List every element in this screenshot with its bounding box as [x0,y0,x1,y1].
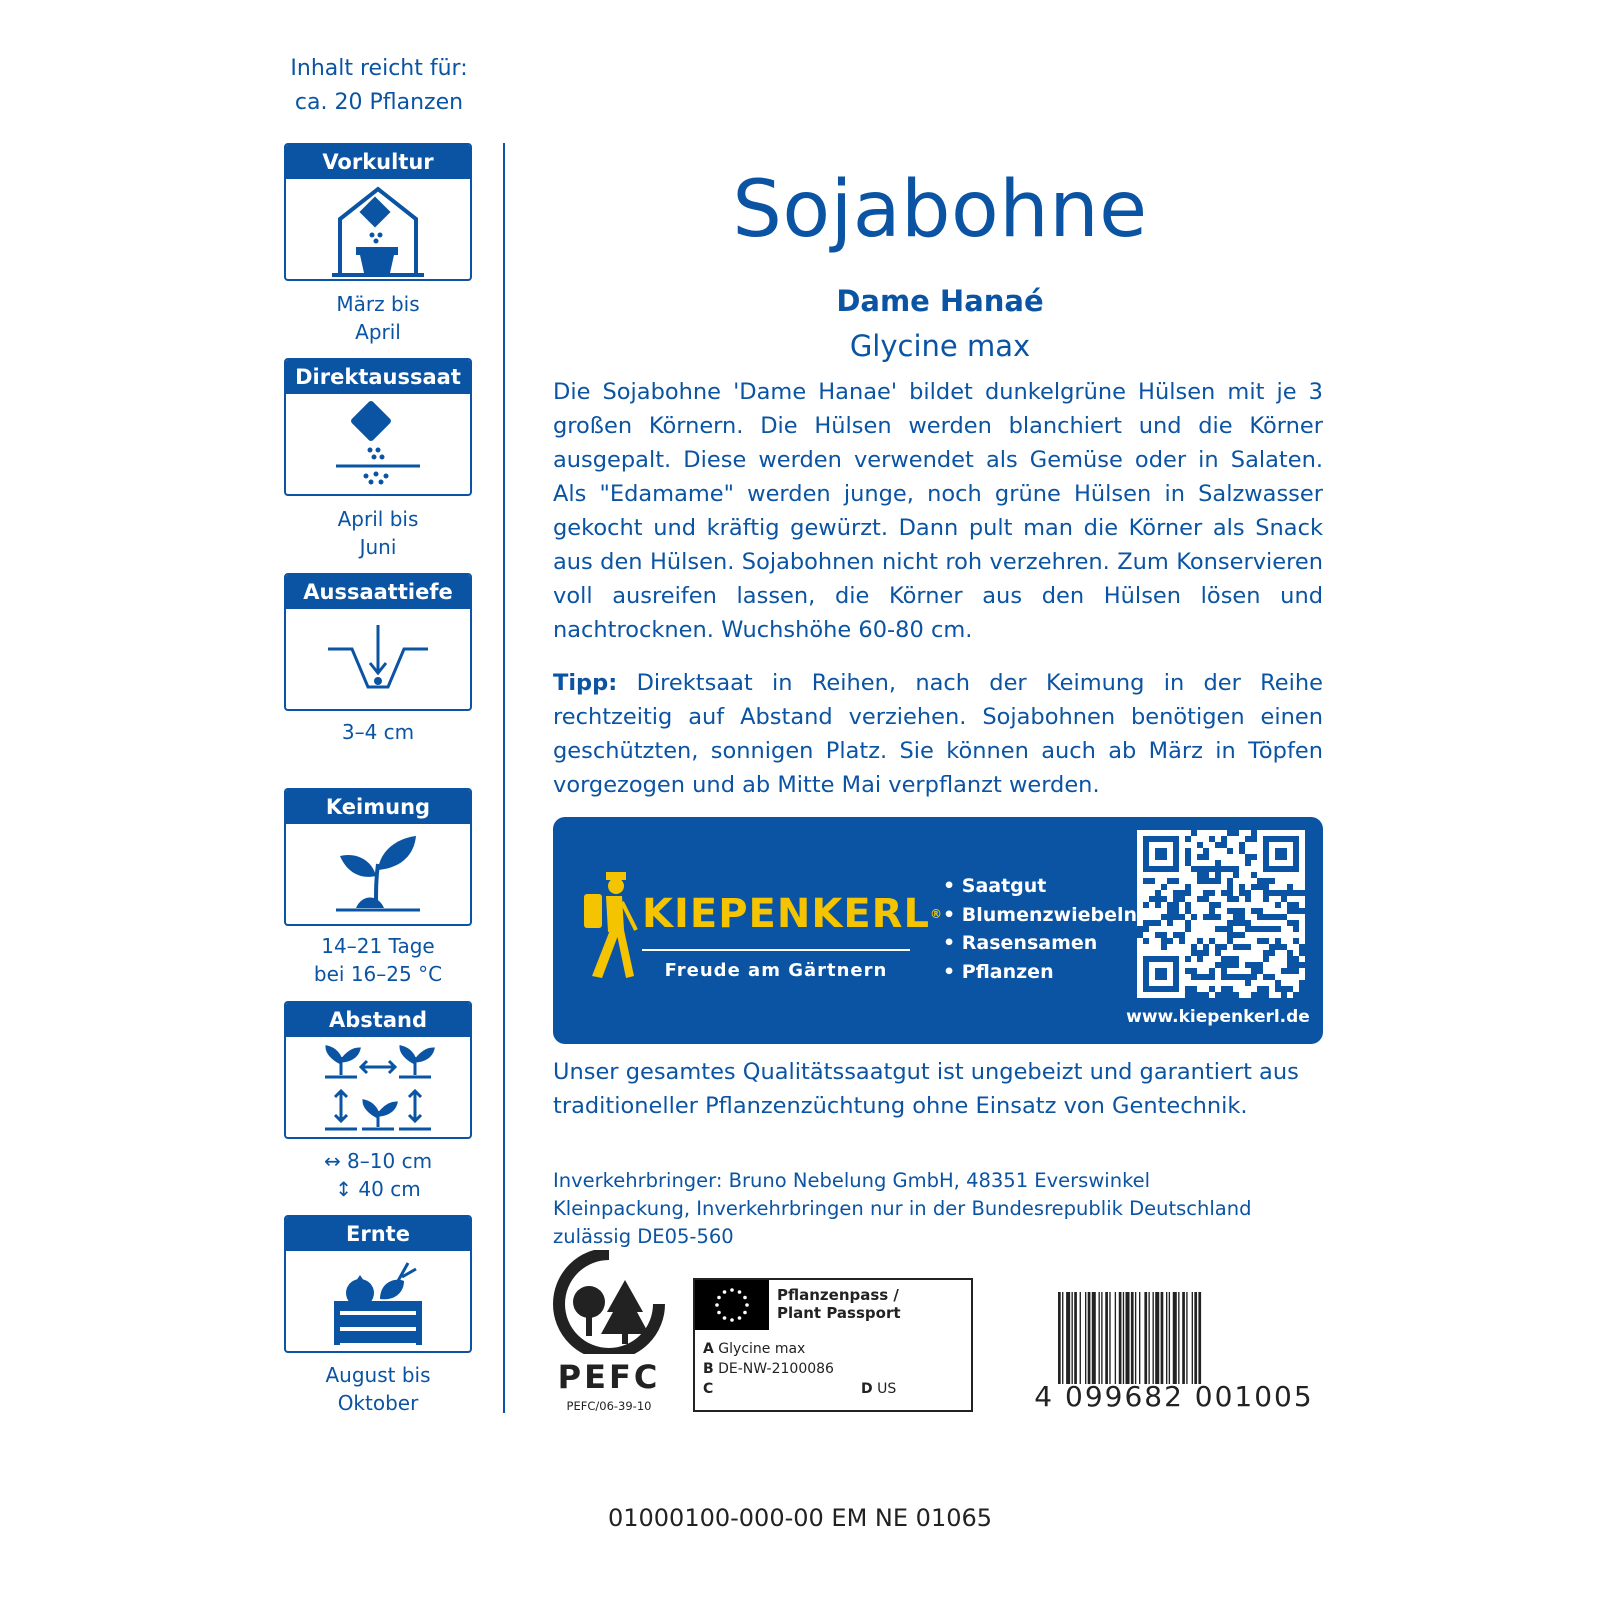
passport-key: C [703,1381,714,1397]
article-number: 01000100-000-00 EM NE 01065 [607,1504,993,1532]
tip-label: Tipp: [553,670,618,696]
caption-line: 3–4 cm [341,720,415,744]
passport-row-a [703,1340,805,1358]
quality-note: Unser gesamtes Qualitätssaatgut ist ungebeizt und garantiert aus traditioneller Pflanzenzüchtung ohne Einsatz von Gentechnik. [553,1059,1299,1119]
card-vorkultur-caption [270,290,486,346]
caption-line: ↕ 40 cm [335,1177,421,1201]
legal-line: Inverkehrbringer: Bruno Nebelung GmbH, 48351 Everswinkel [553,1169,1151,1192]
passport-key: B [703,1361,714,1377]
caption-line: Juni [359,535,397,559]
list-item: • Blumenzwiebeln [943,901,1137,930]
card-aussaattiefe [284,573,472,711]
pefc-code: PEFC/06-39-10 [566,1399,652,1413]
legal-info [553,1167,1333,1251]
product-variety: Dame Hanaé [836,284,1044,318]
caption-line: April [355,320,401,344]
card-title: Direktaussaat [286,360,470,394]
legal-line: Kleinpackung, Inverkehrbringen nur in der Bundesrepublik Deutschland [553,1197,1252,1220]
eu-flag-icon [695,1280,769,1330]
barcode-icon [1058,1292,1314,1388]
growing-tip [553,666,1323,802]
brand-name [642,890,943,938]
seed-bag-soil-icon [318,394,438,494]
passport-title-line: Plant Passport [777,1304,901,1322]
content-amount-line1: Inhalt reicht für: [290,56,468,81]
passport-row-b [703,1360,834,1378]
qr-code-icon[interactable] [1137,830,1305,998]
content-amount-line2: ca. 20 Pflanzen [294,90,464,115]
caption-line: Oktober [337,1391,419,1415]
brand-underline [642,949,910,951]
ean-number: 4 099682 001005 [1034,1380,1314,1413]
card-title: Ernte [286,1217,470,1251]
tip-text: Direktsaat in Reihen, nach der Keimung in der Reihe rechtzeitig auf Abstand verziehen. Sojabohnen benötigen einen geschützten, sonnigen Platz. Sie können auch ab März in Töpfen vorgezogen und ab Mitte Mai verpflanzt werden. [553,670,1323,798]
card-title: Keimung [286,790,470,824]
card-keimung [284,788,472,926]
card-keimung-caption [270,932,486,988]
list-item: • Saatgut [943,872,1137,901]
product-name: Sojabohne [732,165,1148,255]
card-title: Aussaattiefe [286,575,470,609]
card-direktaussaat [284,358,472,496]
card-ernte [284,1215,472,1353]
passport-title-line: Pflanzenpass / [777,1286,899,1304]
card-title: Abstand [286,1003,470,1037]
seedling-icon [318,824,438,924]
plant-passport [693,1278,973,1412]
passport-title [777,1286,901,1322]
passport-value: Glycine max [718,1341,806,1357]
list-item: • Rasensamen [943,929,1137,958]
brand-slogan: Freude am Gärtnern [664,960,888,981]
eu-stars-icon [695,1280,769,1330]
card-abstand-caption [270,1147,486,1203]
passport-key: A [703,1341,714,1357]
hiker-logo-icon [580,872,638,980]
card-aussaattiefe-caption [270,718,486,746]
caption-line: ↔ 8–10 cm [323,1149,433,1173]
caption-line: März bis [336,292,420,316]
card-vorkultur [284,143,472,281]
caption-line: bei 16–25 °C [313,962,443,986]
card-title: Vorkultur [286,145,470,179]
product-latin-name: Glycine max [849,329,1031,363]
product-description: Die Sojabohne 'Dame Hanae' bildet dunkelgrüne Hülsen mit je 3 großen Körnern. Die Hülsen werden blanchiert und die Körner ausgepalt. Diese werden verwendet als Gemüse oder in Salaten. Als "Edamame" werden junge, noch grüne Hülsen in Salzwasser gekocht und kräftig gewürzt. Dann pult man die Körner als Snack aus den Hülsen. Sojabohnen nicht roh verzehren. Zum Konservieren voll ausreifen lassen, die Körner aus den Hülsen lösen und nachtrocknen. Wuchshöhe 60-80 cm. [553,379,1323,643]
greenhouse-pot-icon [318,179,438,279]
list-item: • Pflanzen [943,958,1137,987]
sowing-depth-icon [318,609,438,709]
product-categories [943,872,1137,986]
card-direktaussaat-caption [270,505,486,561]
caption-line: April bis [337,507,419,531]
passport-value: DE-NW-2100086 [718,1361,834,1377]
passport-row-c [703,1380,713,1398]
passport-value: US [877,1381,897,1397]
caption-line: August bis [325,1363,431,1387]
registered-mark: ® [929,907,943,921]
plant-spacing-icon [313,1037,443,1137]
pefc-logo-icon [553,1250,665,1354]
brand-text: KIEPENKERL [642,891,930,937]
caption-line: 14–21 Tage [321,934,435,958]
card-abstand [284,1001,472,1139]
website-link[interactable]: www.kiepenkerl.de [1126,1007,1310,1027]
passport-row-d [861,1380,896,1398]
pefc-label: PEFC [557,1358,661,1396]
passport-key: D [861,1381,873,1397]
content-amount [262,52,496,120]
card-ernte-caption [270,1361,486,1417]
legal-line: zulässig DE05-560 [553,1225,734,1248]
column-divider [503,143,505,1413]
harvest-crate-icon [318,1251,438,1351]
